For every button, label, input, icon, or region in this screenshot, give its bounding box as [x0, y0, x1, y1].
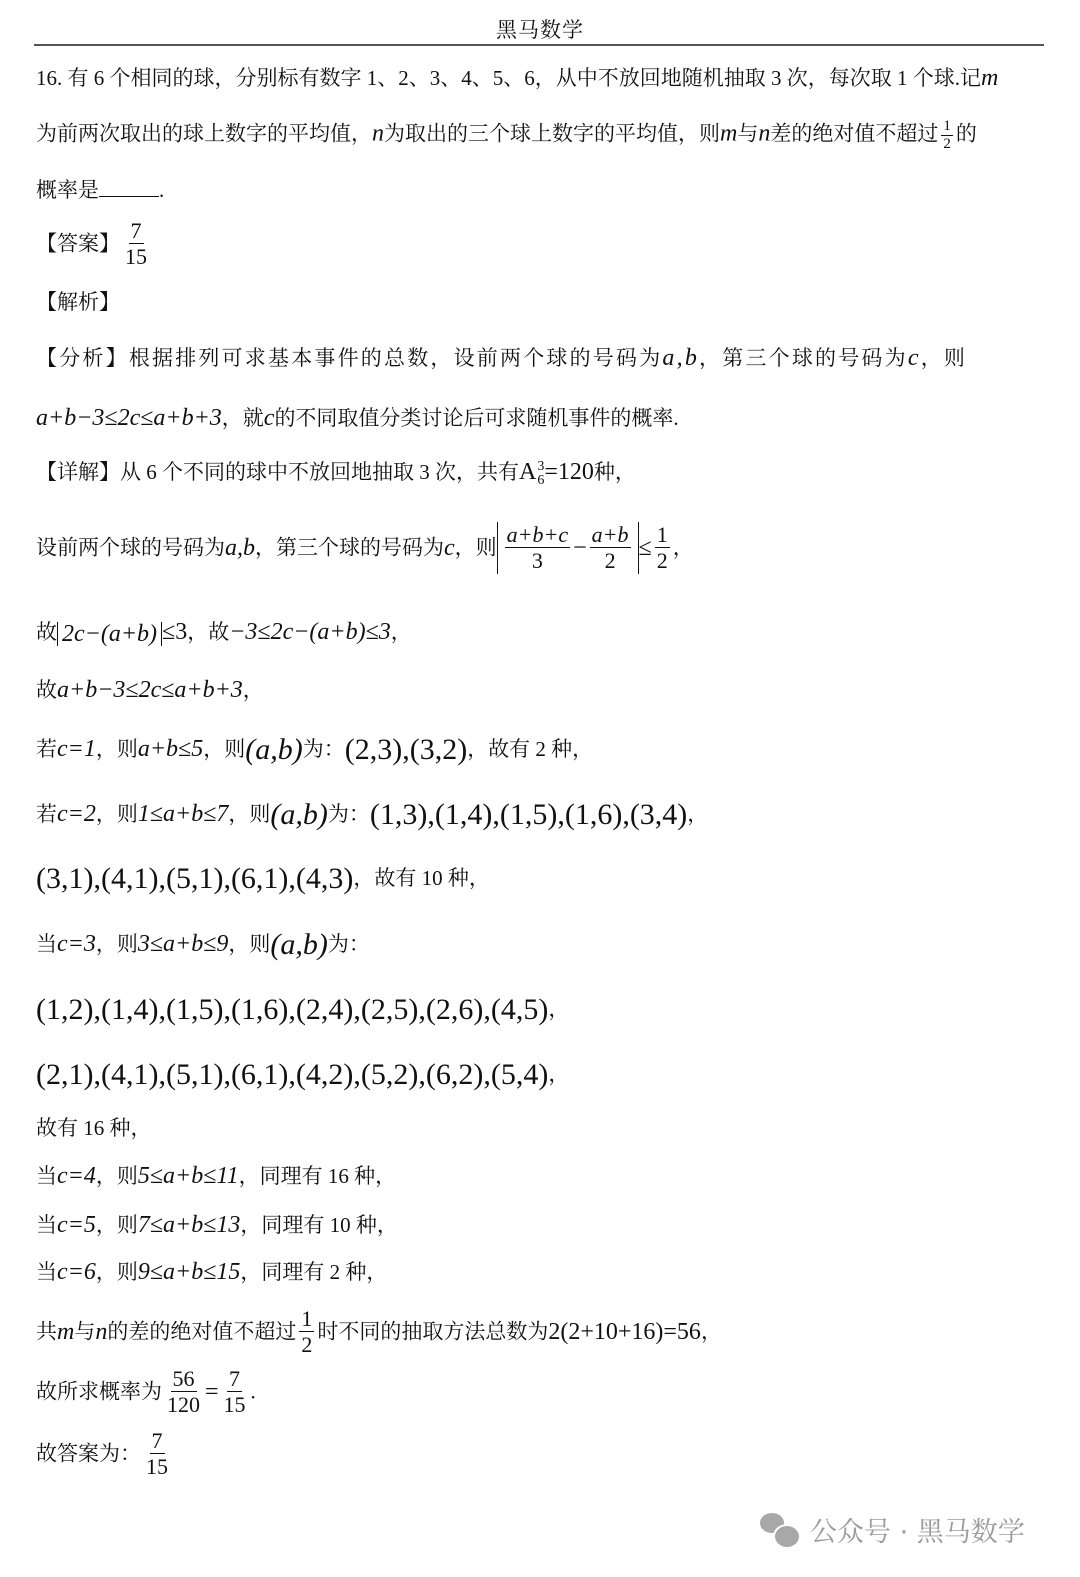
fraction [655, 522, 670, 574]
pairs: (3,1),(4,1),(5,1),(6,1),(4,3) [36, 862, 354, 895]
text: 的 [955, 121, 977, 146]
denominator: 120 [167, 1392, 200, 1418]
var-c: c [444, 534, 455, 561]
text: 当 [36, 1164, 57, 1188]
text: ，同理有 2 种， [240, 1260, 388, 1284]
text: 故 [36, 678, 57, 702]
pairs: (1,2),(1,4),(1,5),(1,6),(2,4),(2,5),(2,6),(4,5) [36, 993, 549, 1026]
math: c=3 [57, 931, 96, 957]
pairs: (2,1),(4,1),(5,1),(6,1),(4,2),(5,2),(6,2),(5,4) [36, 1058, 549, 1091]
text: ，故有 2 种， [467, 737, 594, 761]
detail-line-4 [36, 678, 264, 702]
text: 若 [36, 737, 57, 761]
text: ，则 [228, 932, 271, 956]
inequality: a+b−3≤2c≤a+b+3 [36, 405, 222, 431]
math: (a,b) [270, 928, 328, 961]
text: 概率是 [36, 178, 99, 202]
math: a+b≤5 [137, 736, 204, 762]
text: ， [687, 802, 709, 826]
fraction [144, 1428, 170, 1480]
text: 时不同的抽取方法总数为 [317, 1319, 549, 1344]
numerator: a+b [591, 522, 629, 547]
math: 3≤a+b≤9 [137, 931, 229, 957]
text: 为： [327, 802, 370, 826]
text: 若 [36, 802, 57, 826]
var-n: n [758, 120, 771, 147]
var-n: n [372, 120, 384, 147]
pairs: (1,3),(1,4),(1,5),(1,6),(3,4) [369, 798, 688, 831]
math: c=4 [57, 1163, 96, 1189]
fraction [590, 522, 631, 574]
var-c: c [907, 345, 921, 371]
denominator: 2 [301, 1332, 313, 1358]
text: ， [672, 535, 694, 560]
answer-line [36, 218, 152, 270]
denominator: 2 [943, 136, 951, 153]
case-c2 [36, 800, 708, 830]
answer-fraction [123, 218, 149, 270]
math: 1≤a+b≤7 [137, 801, 229, 827]
case-c6 [36, 1260, 387, 1284]
text: 设前两个球的号码为 [36, 535, 225, 560]
text: 故答案为： [36, 1441, 141, 1466]
fenxi-line-1 [36, 346, 967, 370]
text: ， [242, 678, 264, 702]
text: ，同理有 10 种， [240, 1213, 398, 1237]
denominator: 2 [656, 548, 668, 574]
math: 2(2+10+16)=56 [548, 1318, 701, 1345]
var-m: m [57, 1318, 75, 1345]
numerator: 1 [656, 522, 668, 547]
denominator: 15 [125, 244, 147, 270]
final-answer-line [36, 1428, 173, 1480]
numerator: 7 [229, 1366, 241, 1391]
var-ab: a,b [225, 534, 255, 561]
text: ， [390, 620, 412, 644]
case-c3-pairs-1 [36, 995, 569, 1025]
analysis-label: 【解析】 [36, 290, 120, 314]
text: . [159, 178, 165, 202]
eq: = [205, 1378, 219, 1405]
text: ， [548, 1062, 570, 1086]
text: ，则 [95, 1213, 138, 1237]
text: ，则 [95, 737, 138, 761]
header-rule [34, 44, 1044, 46]
question-line-2 [36, 118, 977, 154]
numerator: 1 [941, 118, 953, 136]
text: 与 [74, 1319, 96, 1344]
math: ≤3 [162, 619, 188, 645]
var-c: c [263, 405, 275, 431]
text: 为前两次取出的球上数字的平均值， [36, 121, 372, 146]
var-m: m [720, 120, 738, 147]
fraction-half [299, 1306, 314, 1358]
case-c5 [36, 1213, 398, 1237]
text: 与 [737, 121, 759, 146]
perm-sub: 6 [537, 473, 545, 489]
var-n: n [95, 1318, 108, 1345]
answer-blank [99, 178, 159, 197]
perm-sup: 3 [537, 459, 545, 475]
text: 的不同取值分类讨论后可求随机事件的概率. [274, 406, 679, 430]
denominator: 3 [531, 548, 543, 574]
case-c3-count: 故有 16 种， [36, 1116, 152, 1140]
math: c=5 [57, 1212, 96, 1238]
numerator: 7 [151, 1428, 163, 1453]
watermark [760, 1510, 1025, 1549]
perm-value: =120 [544, 459, 594, 485]
text: . [250, 1379, 256, 1404]
case-c3 [36, 930, 370, 960]
math: −3≤2c−(a+b)≤3 [229, 619, 391, 645]
numerator: 1 [301, 1306, 313, 1331]
denominator: 15 [146, 1454, 168, 1480]
text: ，则 [95, 1260, 138, 1284]
var-m: m [981, 65, 999, 91]
text: 故 [36, 620, 57, 644]
case-c1 [36, 735, 593, 765]
answer-label: 【答案】 [36, 231, 120, 256]
text: ，则 [228, 802, 271, 826]
text: ，则 [95, 1164, 138, 1188]
text: ，则 [920, 346, 968, 370]
fraction [505, 522, 570, 574]
detail-line-2 [36, 522, 694, 574]
case-c3-pairs-2 [36, 1060, 569, 1090]
text: ，则 [95, 932, 138, 956]
fraction [165, 1366, 202, 1418]
math: a+b−3≤2c≤a+b+3 [57, 677, 243, 703]
denominator: 15 [223, 1392, 246, 1418]
text: ，则 [95, 802, 138, 826]
text: ，第三个球的号码为 [255, 535, 444, 560]
question-text: 16. 有 6 个相同的球，分别标有数字 1、2、3、4、5、6，从中不放回地随机抽取 3 次，每次取 1 个球.记 [36, 66, 981, 90]
fenxi-label: 【分析】 [36, 346, 129, 370]
numerator: a+b+c [506, 522, 569, 547]
fraction-half [941, 118, 953, 154]
text: ， [548, 997, 570, 1021]
case-c2-cont [36, 864, 490, 894]
text: ，就 [221, 406, 264, 430]
math: (a,b) [270, 798, 328, 831]
absolute-value [497, 522, 639, 574]
watermark-text: 公众号 · 黑马数学 [810, 1517, 1025, 1548]
math: 5≤a+b≤11 [137, 1163, 239, 1189]
perm-symbol: A [519, 459, 537, 485]
absolute-value: 2c−(a+b) [57, 622, 162, 646]
detail-line-3 [36, 620, 412, 646]
wechat-icon [760, 1513, 800, 1547]
math: 7≤a+b≤13 [137, 1212, 241, 1238]
text: ，故有 10 种， [353, 866, 490, 890]
text: ，故 [187, 620, 230, 644]
numerator: 7 [130, 218, 142, 243]
pairs: (2,3),(3,2) [344, 733, 468, 766]
math: 9≤a+b≤15 [137, 1259, 241, 1285]
math: c=2 [57, 801, 96, 827]
numerator: 56 [172, 1366, 195, 1391]
math: c=1 [57, 736, 96, 762]
minus: − [573, 534, 587, 561]
total-line [36, 1306, 722, 1358]
text: 根据排列可求基本事件的总数，设前两个球的号码为 [128, 346, 663, 370]
text: 为： [327, 932, 370, 956]
math: c=6 [57, 1259, 96, 1285]
text: 故所求概率为 [36, 1379, 162, 1404]
probability-line [36, 1366, 256, 1418]
text: ，则 [203, 737, 246, 761]
text: 的差的绝对值不超过 [107, 1319, 297, 1344]
text: 差的绝对值不超过 [770, 121, 939, 146]
le: ≤ [638, 534, 652, 561]
math: (a,b) [245, 733, 303, 766]
detail-label: 【详解】 [36, 460, 120, 484]
denominator: 2 [604, 548, 616, 574]
var-ab: a,b [662, 345, 700, 371]
case-c4 [36, 1164, 396, 1188]
fraction [222, 1366, 248, 1418]
fenxi-line-2 [36, 406, 679, 430]
text: 共 [36, 1319, 57, 1344]
text: 为取出的三个球上数字的平均值，则 [384, 121, 720, 146]
text: ， [700, 1319, 722, 1344]
text: ，同理有 16 种， [238, 1164, 397, 1188]
text: ，第三个球的号码为 [699, 346, 908, 370]
question-line-1 [36, 66, 998, 90]
text: ，则 [454, 535, 497, 560]
text: 当 [36, 932, 57, 956]
text: 为： [302, 737, 345, 761]
text: 当 [36, 1213, 57, 1237]
detail-line-1 [36, 460, 636, 488]
text: 当 [36, 1260, 57, 1284]
text: 从 6 个不同的球中不放回地抽取 3 次，共有 [120, 460, 519, 484]
question-line-3 [36, 178, 164, 201]
text: 种， [593, 460, 636, 484]
header-title: 黑马数学 [496, 18, 584, 42]
